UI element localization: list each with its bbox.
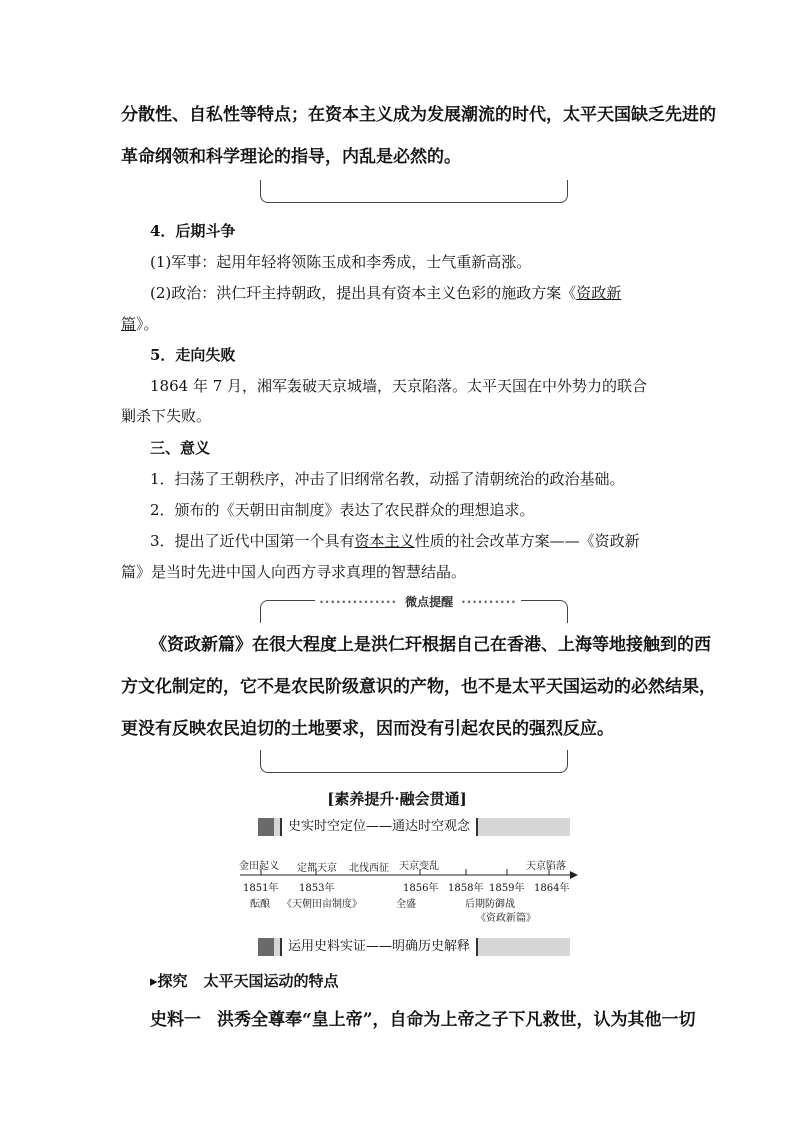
significance-item-1: 1．扫荡了王朝秩序，冲击了旧纲常名教，动摇了清朝统治的政治基础。	[150, 470, 625, 488]
section-bar-source	[258, 938, 570, 956]
explore-marker: ▸	[150, 972, 158, 990]
explore-label: 探究	[157, 972, 188, 990]
section-bar-timeline	[258, 818, 570, 836]
source-label: 史料一	[150, 1010, 201, 1030]
tip-line-3: 更没有反映农民迫切的土地要求，因而没有引起农民的强烈反应。	[121, 719, 614, 739]
tip-line-1: 《资政新篇》在很大程度上是洪仁玕根据自己在香港、上海等地接触到的西	[150, 635, 711, 655]
significance-item-3	[150, 530, 640, 551]
bar-marker-2	[258, 938, 274, 956]
later-military: (1)军事：起用年轻将领陈玉成和李秀成，士气重新高涨。	[150, 253, 532, 271]
phase-houqi: 后期防御战	[465, 899, 515, 910]
year-1864: 1864年	[534, 883, 570, 894]
significance-item-3-underline: 资本主义	[354, 532, 415, 550]
later-political-link: 资政新	[576, 284, 622, 302]
failure-line-1: 1864 年 7 月，湘军轰破天京城墙，天京陷落。太平天国在中外势力的联合	[150, 377, 648, 395]
year-1853: 1853年	[299, 883, 335, 894]
phase-tianchao: 《天朝田亩制度》	[282, 899, 362, 910]
event-beifa: 北伐西征	[349, 863, 389, 874]
intro-line-1: 分散性、自私性等特点；在资本主义成为发展潮流的时代，太平天国缺乏先进的	[121, 105, 716, 125]
phase-zizheng: 《资政新篇》	[476, 913, 536, 924]
event-jintian: 金田起义	[239, 861, 279, 872]
year-1858: 1858年	[448, 883, 484, 894]
later-political-line-1	[150, 282, 621, 303]
significance-item-3-line-2: 篇》是当时先进中国人向西方寻求真理的智慧结晶。	[121, 563, 467, 581]
bar-label-2: 运用史料实证——明确历史解释	[280, 938, 478, 956]
section-title: [素养提升·融会贯通]	[327, 790, 467, 808]
explore-line	[150, 970, 339, 991]
year-1859: 1859年	[489, 883, 525, 894]
event-biante: 天京变乱	[399, 861, 439, 872]
failure-line-2: 剿杀下失败。	[121, 407, 212, 425]
source-text: 洪秀全尊奉“皇上帝”，自命为上帝之子下凡救世，认为其他一切	[217, 1010, 696, 1030]
failure-heading: 5．走向失败	[150, 346, 236, 364]
significance-item-2: 2．颁布的《天朝田亩制度》表达了农民群众的理想追求。	[150, 501, 535, 519]
tip-label: 微点提醒	[401, 595, 457, 609]
explore-title: 太平天国运动的特点	[203, 972, 339, 990]
phase-quansheng: 全盛	[396, 899, 416, 910]
event-xianluo: 天京陷落	[526, 861, 566, 872]
bar-label: 史实时空定位——通达时空观念	[280, 818, 478, 836]
bar-marker	[258, 818, 274, 836]
tip-bracket-bottom	[260, 750, 568, 773]
year-1856: 1856年	[403, 883, 439, 894]
source-line	[150, 1005, 696, 1030]
later-political-text: (2)政治：洪仁玕主持朝政，提出具有资本主义色彩的施政方案《	[150, 284, 577, 302]
later-political-link-2: 篇	[121, 315, 137, 333]
phase-yunniang: 酝酿	[250, 899, 270, 910]
significance-item-3-text-b: 性质的社会改革方案——《资政新	[414, 532, 640, 550]
significance-item-3-text-a: 3．提出了近代中国第一个具有	[150, 532, 355, 550]
later-heading: 4．后期斗争	[150, 222, 236, 240]
note-bracket-bottom	[260, 180, 568, 203]
later-political-line-2	[121, 313, 159, 334]
tip-label-row: ·············· 微点提醒 ··········	[266, 593, 570, 610]
year-1851: 1851年	[243, 883, 279, 894]
tip-line-2: 方文化制定的，它不是农民阶级意识的产物，也不是太平天国运动的必然结果，	[121, 677, 716, 697]
significance-heading: 三、意义	[150, 439, 211, 457]
intro-line-2: 革命纲领和科学理论的指导，内乱是必然的。	[121, 147, 461, 167]
timeline	[238, 855, 578, 925]
event-dingdu: 定都天京	[297, 863, 337, 874]
later-political-end: 》。	[136, 315, 159, 333]
